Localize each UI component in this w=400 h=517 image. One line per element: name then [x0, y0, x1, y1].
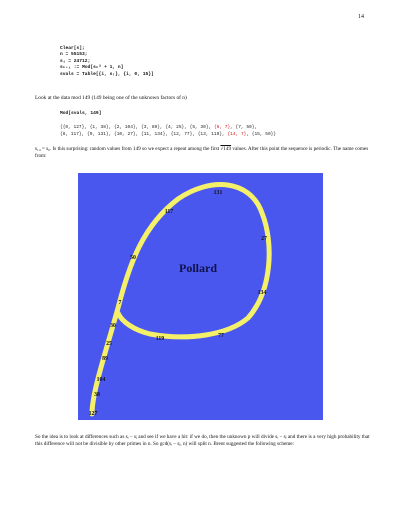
code-line: n = 55153; — [60, 52, 88, 58]
rho-curve — [78, 173, 323, 420]
node-label: 38 — [94, 392, 100, 398]
output-block — [60, 124, 365, 138]
node-label: 117 — [164, 209, 174, 215]
code-line: s₁ = 24712; — [60, 58, 91, 64]
page-number: 14 — [358, 14, 364, 20]
node-label: 127 — [88, 411, 98, 417]
code-block — [60, 46, 154, 78]
node-label: 25 — [106, 341, 112, 347]
mod-command: Mod[svals, 149] — [60, 111, 102, 116]
output-line-2: {8, 117}, {9, 131}, {10, 27}, {11, 134}, {12, 77}, {13, 119}, {14, 7}, {15, 50}} — [60, 132, 277, 137]
highlight-pair: {6, 7} — [213, 125, 231, 130]
node-label: 27 — [261, 236, 267, 242]
paragraph-intro: Look at the data mod 149 (149 being one of the unknown factors of n) — [35, 95, 187, 101]
node-label: 77 — [218, 333, 224, 339]
node-label: 134 — [257, 290, 267, 296]
pollard-rho-figure — [78, 173, 323, 420]
code-line: sₖ₊₁ := Mod[sₖ² + 1, n] — [60, 65, 124, 71]
figure-title: Pollard — [179, 261, 217, 275]
paragraph-brent: So the idea is to look at differences such as sᵢ − sⱼ and see if we have a hit: if we do, then the unknown p will divide sᵢ − sⱼ and there is a very high probability that this difference will not be divisible by other primes in n. So gcd(sᵢ − sⱼ, n) will split n. Brent suggested the following scheme: — [35, 434, 370, 448]
node-label: 7 — [118, 300, 122, 306]
node-label: 119 — [155, 336, 165, 342]
output-line-1: {{0, 127}, {1, 38}, {2, 104}, {3, 89}, {4, 25}, {5, 30}, {6, 7}, {7, 50}, — [60, 125, 258, 130]
paragraph-repeat: s₁₄ = s₆. Is this surprising: random values from 149 so we expect a repeat among the first √149 values. After this point the sequence is periodic. The name comes from: — [35, 146, 369, 159]
node-label: 104 — [96, 377, 106, 383]
code-line: Clear[s]; — [60, 46, 85, 51]
sqrt-expression: √149 — [220, 146, 232, 152]
node-label: 30 — [110, 323, 116, 329]
node-label: 131 — [213, 190, 223, 196]
highlight-pair: {14, 7} — [227, 132, 247, 137]
node-label: 89 — [102, 356, 108, 362]
node-label: 50 — [130, 255, 136, 261]
code-line: svals = Table[{i, sᵢ}, {i, 0, 15}] — [60, 71, 154, 77]
